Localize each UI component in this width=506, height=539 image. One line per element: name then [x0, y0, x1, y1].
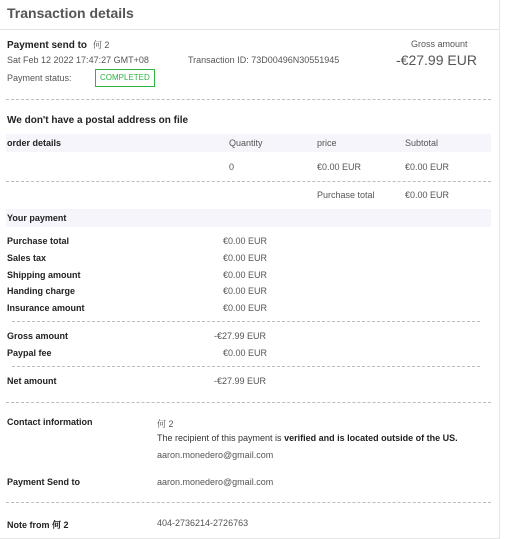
divider	[6, 99, 491, 100]
note-value: 404-2736214-2726763	[157, 518, 249, 528]
gross-amount-row-value: -€27.99 EUR	[214, 331, 267, 341]
divider	[6, 181, 491, 182]
gross-amount-value: -€27.99 EUR	[396, 52, 477, 68]
order-col-quantity: Quantity	[229, 138, 263, 148]
payment-item-value: €0.00 EUR	[223, 253, 268, 263]
paypal-fee-value: €0.00 EUR	[223, 348, 268, 358]
divider	[12, 321, 480, 322]
status-badge: COMPLETED	[95, 69, 155, 87]
order-row-subtotal: €0.00 EUR	[405, 162, 450, 172]
postal-address-note: We don't have a postal address on file	[7, 115, 189, 126]
paypal-fee-label: Paypal fee	[7, 348, 52, 358]
net-amount-value: -€27.99 EUR	[214, 376, 267, 386]
order-col-details: order details	[7, 138, 62, 148]
note-label: Note from 何 2	[7, 520, 69, 530]
net-amount-label: Net amount	[7, 376, 57, 386]
gross-amount-label: Gross amount	[411, 39, 468, 49]
payment-item-value: €0.00 EUR	[223, 286, 268, 296]
your-payment-header	[6, 209, 491, 227]
transaction-date: Sat Feb 12 2022 17:47:27 GMT+08	[7, 55, 149, 65]
recipient-status	[157, 433, 458, 443]
payment-item-value: €0.00 EUR	[223, 303, 268, 313]
divider	[6, 502, 491, 503]
your-payment-heading: Your payment	[7, 213, 67, 223]
payment-item-value: €0.00 EUR	[223, 236, 268, 246]
payment-item-label: Handing charge	[7, 286, 76, 296]
payment-send-to-name: 何 2	[92, 40, 110, 50]
divider	[12, 366, 480, 367]
payment-status-label: Payment status:	[7, 73, 72, 83]
purchase-total-label: Purchase total	[317, 190, 375, 200]
contact-email[interactable]: aaron.monedero@gmail.com	[157, 450, 274, 460]
transaction-id: Transaction ID: 73D00496N30551945	[188, 55, 340, 65]
title-divider	[0, 29, 499, 30]
payment-item-label: Sales tax	[7, 253, 47, 263]
payment-send-to-email[interactable]: aaron.monedero@gmail.com	[157, 477, 274, 487]
purchase-total-value: €0.00 EUR	[405, 190, 450, 200]
order-row-quantity: 0	[229, 162, 235, 172]
gross-amount-row-label: Gross amount	[7, 331, 69, 341]
payment-item-label: Shipping amount	[7, 270, 81, 280]
contact-info-label: Contact information	[7, 417, 93, 427]
order-col-price: price	[317, 138, 337, 148]
divider	[6, 402, 491, 403]
payment-item-value: €0.00 EUR	[223, 270, 268, 280]
payment-send-to-label: Payment send to	[7, 40, 88, 51]
order-row-price: €0.00 EUR	[317, 162, 362, 172]
page-title: Transaction details	[7, 5, 134, 21]
payment-send-to-section-label: Payment Send to	[7, 477, 81, 487]
recipient-status-prefix: The recipient of this payment is	[157, 433, 285, 443]
payment-item-label: Purchase total	[7, 236, 70, 246]
payment-item-label: Insurance amount	[7, 303, 85, 313]
order-col-subtotal: Subtotal	[405, 138, 439, 148]
contact-name: 何 2	[157, 419, 174, 429]
recipient-status-verified: verified and is located outside of the US.	[284, 433, 458, 443]
payment-send-to-line	[7, 38, 109, 51]
